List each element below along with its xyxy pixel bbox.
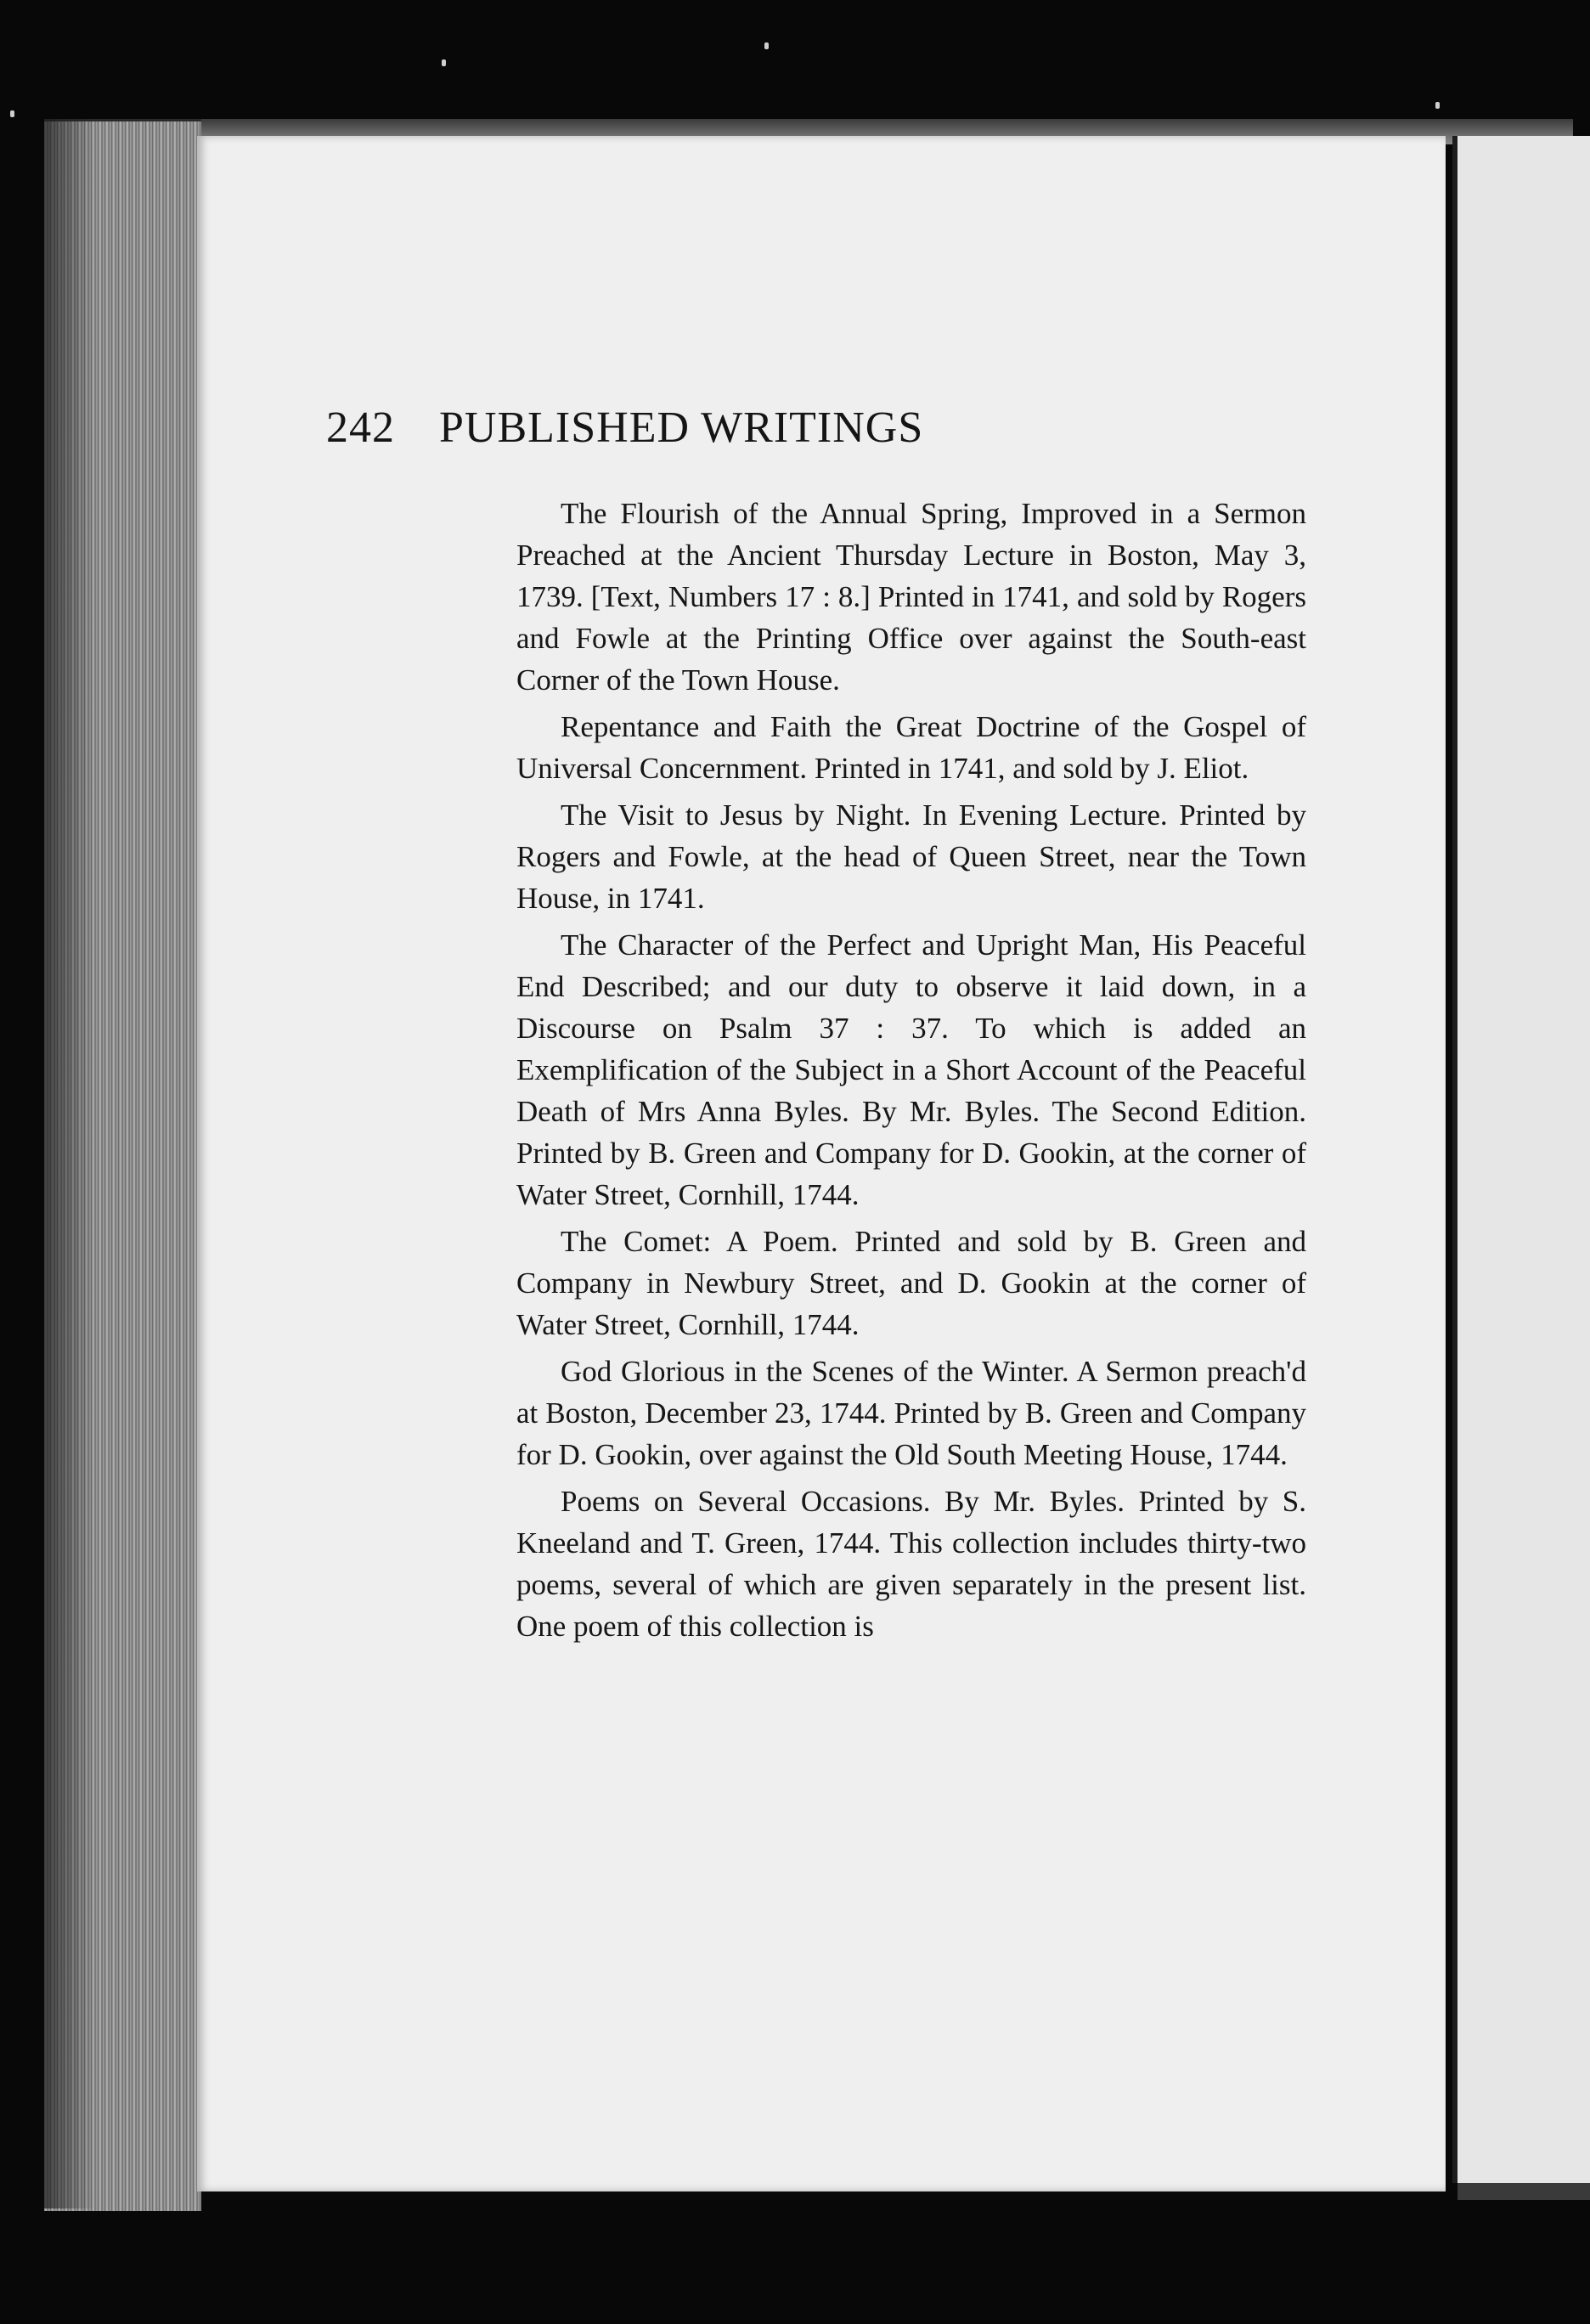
dust-speck bbox=[1435, 102, 1440, 109]
bibliography-text bbox=[516, 493, 1306, 1652]
running-title: PUBLISHED WRITINGS bbox=[439, 403, 924, 452]
bibliography-entry: The Flourish of the Annual Spring, Improved in a Sermon Preached at the Ancient Thursday Lecture in Boston, May 3, 1739. [Text, Numbers 17 : 8.] Printed in 1741, and sold by Rogers and Fowle at the Printing Office over against the South-east Corner of the Town House. bbox=[516, 497, 1306, 697]
running-header bbox=[326, 403, 1184, 453]
page-edges-shadow bbox=[44, 119, 95, 2208]
bibliography-entry: God Glorious in the Scenes of the Winter. A Sermon preach'd at Boston, December 23, 1744. Printed by B. Green and Company for D. Gookin, over against the Old South Meeting House, 1744. bbox=[516, 1355, 1306, 1471]
bibliography-entry: The Comet: A Poem. Printed and sold by B. Green and Company in Newbury Street, and D. Gookin at the corner of Water Street, Cornhill, 1744. bbox=[516, 1225, 1306, 1341]
bibliography-entry: Poems on Several Occasions. By Mr. Byles. Printed by S. Kneeland and T. Green, 1744. This collection includes thirty-two poems, several of which are given separately in the present list. One poem of this collection is bbox=[516, 1485, 1306, 1643]
page-number: 242 bbox=[326, 403, 395, 452]
dust-speck bbox=[442, 59, 446, 66]
dust-speck bbox=[764, 42, 769, 49]
facing-page-bottom-edge bbox=[1458, 2183, 1590, 2200]
bibliography-entry: Repentance and Faith the Great Doctrine of the Gospel of Universal Concernment. Printed in 1741, and sold by J. Eliot. bbox=[516, 710, 1306, 785]
dust-speck bbox=[10, 110, 14, 117]
facing-page-edge bbox=[1452, 136, 1590, 2183]
bibliography-entry: The Visit to Jesus by Night. In Evening Lecture. Printed by Rogers and Fowle, at the head of Queen Street, near the Town House, in 1741. bbox=[516, 798, 1306, 915]
bibliography-entry: The Character of the Perfect and Upright Man, His Peaceful End Described; and our duty to observe it laid down, in a Discourse on Psalm 37 : 37. To which is added an Exemplification of the Subject in a Short Account of the Peaceful Death of Mrs Anna Byles. By Mr. Byles. The Second Edition. Printed by B. Green and Company for D. Gookin, at the corner of Water Street, Cornhill, 1744. bbox=[516, 928, 1306, 1211]
